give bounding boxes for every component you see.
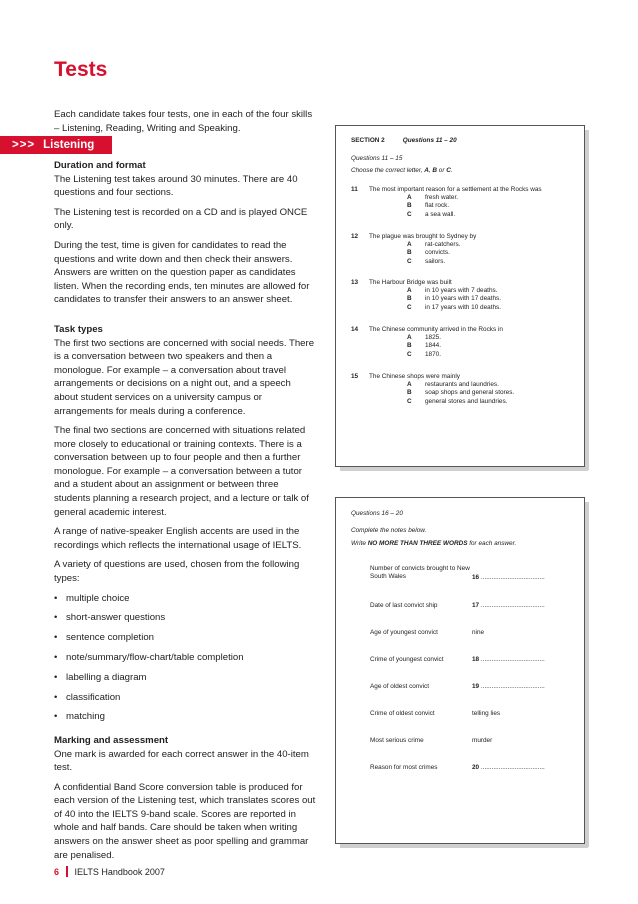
sample-questions-panel-1 — [335, 125, 585, 467]
list-item: • multiple choice — [54, 592, 130, 604]
question-14: 14 The Chinese community arrived in the Rocks in A 1825. B 1844. C 1870. — [351, 326, 576, 359]
option-b[interactable]: B convicts. — [407, 249, 450, 257]
list-item: • short-answer questions — [54, 612, 166, 624]
questions-subhead: Questions 16 – 20 — [351, 510, 403, 517]
option-c[interactable]: C sailors. — [407, 257, 446, 265]
intro-paragraph: Each candidate takes four tests, one in each of the four skills – Listening, Reading, Writing and Speaking. — [54, 109, 313, 134]
task-paragraph-4: A variety of questions are used, chosen from the following types: — [54, 559, 300, 585]
duration-heading: Duration and format — [54, 160, 146, 171]
option-b[interactable]: B 1844. — [407, 342, 441, 350]
marking-paragraph-2: A confidential Band Score conversion table is produced for each version of the Listening test, which translates scores out of 40 into the IELTS 9-band scale. Scores are reported in whole and half bands. Care should be taken when writing answers on the answer sheet as poor spelling and grammar are penalised. — [54, 781, 316, 861]
task-paragraph-1: The first two sections are concerned with social needs. There is a conversation between two speakers and then a monologue. For example – a conversation about travel arrangements or decisions on a night out, and a speech about student services on a university campus or arrangements for meals during a conference. — [54, 337, 315, 417]
question-11: 11 The most important reason for a settlement at the Rocks was A fresh water. B flat rock. C a sea wall. — [351, 186, 576, 219]
banner-arrows: >>> — [12, 139, 36, 151]
list-item: • matching — [54, 711, 105, 723]
option-a[interactable]: A fresh water. — [407, 194, 459, 202]
instruction-1: Complete the notes below. — [351, 527, 427, 534]
marking-paragraph-1: One mark is awarded for each correct answer in the 40-item test. — [54, 748, 309, 774]
task-heading: Task types — [54, 323, 103, 335]
footer-title: IELTS Handbook 2007 — [74, 866, 165, 877]
instruction: Choose the correct letter, A, B or C. — [351, 167, 453, 174]
option-a[interactable]: A restaurants and laundries. — [407, 381, 499, 389]
option-b[interactable]: B flat rock. — [407, 202, 450, 210]
section-banner-listening — [0, 136, 112, 154]
answer-field-19[interactable]: .................................... — [480, 683, 545, 690]
option-c[interactable]: C general stores and laundries. — [407, 397, 508, 405]
instruction-2: Write NO MORE THAN THREE WORDS for each answer. — [351, 540, 517, 547]
duration-paragraph-2: The Listening test is recorded on a CD and is played ONCE only. — [54, 206, 308, 232]
banner-label: Listening — [43, 139, 95, 151]
question-types-list — [54, 592, 316, 724]
option-c[interactable]: C in 17 years with 10 deaths. — [407, 303, 502, 311]
section-label: SECTION 2 Questions 11 – 20 — [351, 137, 457, 144]
list-item: • note/summary/flow-chart/table completion — [54, 651, 244, 663]
list-item: • sentence completion — [54, 632, 154, 644]
question-12: 12 The plague was brought to Sydney by A rat-catchers. B convicts. C sailors. — [351, 233, 576, 266]
notes-row-16: Number of convicts brought to New South Wales 16 .................................... — [370, 565, 545, 581]
sample-questions-panel-2: Questions 16 – 20 Complete the notes below. Write NO MORE THAN THREE WORDS for each answer. Number of convicts brought to New South Wales 16 .................................... Date of last convict ship 17 .................................... Age of youngest convict nine Crime of youngest convict 18 .................................... Age of oldest convict 19 .................................... Crime of oldest convict telling lies Most serious crime murder Reason for most crimes 20 .................................... — [335, 497, 585, 844]
answer-field-16[interactable]: .................................... — [480, 574, 545, 581]
questions-subhead: Questions 11 – 15 — [351, 155, 403, 162]
task-paragraph-2: The final two sections are concerned with situations related more closely to educational or training contexts. There is a conversation between up to four people and then a further monologue. For example – a conversation between a tutor and a student about an assignment or between three students planning a research project, and a lecture or talk of general academic interest. — [54, 425, 309, 518]
marking-heading: Marking and assessment — [54, 734, 169, 746]
list-item: • labelling a diagram — [54, 671, 147, 683]
task-paragraph-3: A range of native-speaker English accents are used in the recordings which reflects the international usage of IELTS. — [54, 526, 302, 551]
question-13: 13 The Harbour Bridge was built A in 10 years with 7 deaths. B in 10 years with 17 deaths. C in 17 years with 10 deaths. — [351, 279, 576, 312]
option-a[interactable]: A in 10 years with 7 deaths. — [407, 287, 498, 295]
answer-field-20[interactable]: .................................... — [480, 764, 545, 771]
footer-divider — [66, 866, 68, 877]
duration-paragraph-1: The Listening test takes around 30 minutes. There are 40 questions and four sections. — [54, 173, 298, 199]
question-15: 15 The Chinese shops were mainly A restaurants and laundries. B soap shops and general stores. C general stores and laundries. — [351, 373, 576, 406]
answer-field-18[interactable]: .................................... — [480, 656, 545, 663]
page-footer — [54, 866, 165, 877]
option-c[interactable]: C 1870. — [407, 350, 441, 358]
duration-paragraph-3: During the test, time is given for candidates to read the questions and write down and then check their answers. Answers are written on the question paper as candidates listen. When the recording ends, ten minutes are allowed for candidates to transfer their answers to an answer sheet. — [54, 239, 310, 306]
option-a[interactable]: A rat-catchers. — [407, 241, 461, 249]
option-a[interactable]: A 1825. — [407, 334, 441, 342]
page-number: 6 — [54, 866, 60, 877]
option-c[interactable]: C a sea wall. — [407, 210, 456, 218]
list-item: • classification — [54, 691, 121, 703]
left-column — [54, 159, 316, 868]
page-title: Tests — [54, 58, 108, 81]
answer-field-17[interactable]: .................................... — [480, 602, 545, 609]
option-b[interactable]: B soap shops and general stores. — [407, 389, 515, 397]
option-b[interactable]: B in 10 years with 17 deaths. — [407, 295, 502, 303]
